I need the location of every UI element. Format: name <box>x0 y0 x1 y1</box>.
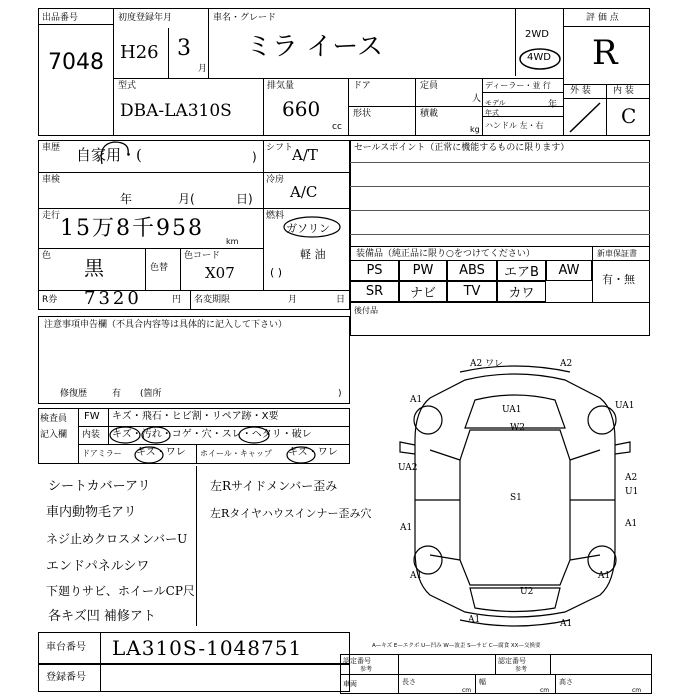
dealer-label: ディーラー・並 行 <box>485 81 551 90</box>
interior-label: 内 装 <box>613 86 634 96</box>
first-reg-label: 初度登録年月 <box>118 13 173 23</box>
first-reg-era: H26 <box>120 42 159 63</box>
repair-place: (箇所 <box>140 389 162 399</box>
new-car-warranty-value: 有・無 <box>602 273 635 286</box>
fuel-label: 燃料 <box>266 211 285 221</box>
color-change-label: 色替 <box>150 263 169 273</box>
inspection-month: 月( <box>178 192 195 206</box>
equipment-label: 装備品（純正品に限り○をつけてください） <box>356 249 535 259</box>
color-label: 色 <box>42 251 52 261</box>
door-label: ドア <box>353 81 371 91</box>
new-car-warranty-label: 新車保証書 <box>597 249 637 258</box>
equip-aw: AW <box>546 260 592 281</box>
shift-label: シフト <box>266 143 294 153</box>
fuel-gasoline: ガソリン <box>286 222 330 235</box>
type-label: 型式 <box>118 81 137 91</box>
dmg-mark-17: A1 <box>560 619 573 629</box>
recycle-value: 7320 <box>84 288 142 309</box>
dmg-mark-9: U1 <box>625 487 639 497</box>
model-name-label: 車名・グレード <box>213 13 277 23</box>
dmg-mark-13: A1 <box>410 571 423 581</box>
load-label: 積載 <box>420 109 439 119</box>
nameplate-day: 日 <box>336 295 346 305</box>
width-unit: cm <box>540 687 550 694</box>
aftermarket-label: 後付品 <box>354 306 378 315</box>
dmg-mark-11: A1 <box>400 523 413 533</box>
equip-airbag: エアB <box>497 260 546 281</box>
exterior-slash-mark <box>564 99 606 136</box>
equip-pw: PW <box>399 260 447 281</box>
dmg-mark-3: A1 <box>410 395 423 405</box>
mirror-label: ドアミラー <box>82 449 122 458</box>
height-label: 高さ <box>559 678 573 686</box>
shape-label: 形状 <box>353 109 372 119</box>
recycle-unit: 円 <box>172 295 182 305</box>
note-left-4: エンドパネルシワ <box>46 559 150 574</box>
exterior-label: 外 装 <box>570 86 591 96</box>
length-unit: cm <box>462 687 472 694</box>
dmg-mark-1: A2 ワレ <box>470 359 504 369</box>
cert-sub-2: 参考 <box>515 666 528 673</box>
dmg-mark-7: UA2 <box>398 463 418 473</box>
dmg-mark-4: UA1 <box>502 405 522 415</box>
reg-label: 登録番号 <box>46 672 86 683</box>
interior-cond-label: 内装 <box>82 430 101 440</box>
use-value: 自家用・( <box>76 146 142 164</box>
grade-label: 評 価 点 <box>586 13 619 23</box>
equip-tv: TV <box>447 281 497 302</box>
dmg-mark-10: S1 <box>510 493 522 503</box>
mileage-unit: km <box>226 237 239 246</box>
sales-point-label: セールスポイント（正常に機能するものに限ります） <box>354 143 570 153</box>
cert-label-2: 認定番号 <box>498 657 526 665</box>
dmg-mark-12: A1 <box>625 519 638 529</box>
inspector-label-2: 記入欄 <box>40 430 68 440</box>
width-label: 幅 <box>479 678 486 686</box>
dmg-mark-2: A2 <box>560 359 573 369</box>
wheel-items: キズ・ワレ <box>288 447 338 458</box>
dmg-mark-15: U2 <box>520 587 534 597</box>
chassis-label: 車台番号 <box>46 642 86 653</box>
drive-2wd: 2WD <box>525 29 549 40</box>
fuel-paren: ( ) <box>270 266 283 279</box>
handle-label: ハンドル 左・右 <box>485 121 544 130</box>
height-unit: cm <box>632 687 642 694</box>
color-code-value: X07 <box>205 264 235 282</box>
vehicle-label: 車両 <box>343 680 357 688</box>
inspection-label: 車検 <box>42 175 61 185</box>
cert-label-1: 認定番号 <box>343 657 371 665</box>
fuel-light-oil: 軽 油 <box>300 248 326 261</box>
grade-value: R <box>592 33 618 73</box>
recycle-label: R券 <box>42 295 58 305</box>
fuel-circle-mark <box>280 214 344 240</box>
interior-cond-items: キズ・汚れ・コゲ・穴・スレ・ヘタリ・破レ <box>112 429 312 440</box>
ac-label: 冷房 <box>266 175 285 185</box>
type-value: DBA-LA310S <box>120 101 232 121</box>
inspection-year: 年 <box>120 192 133 206</box>
displacement-unit: cc <box>332 122 342 132</box>
displacement-label: 排気量 <box>267 81 295 91</box>
note-right-1: 左Rサイドメンバー歪み <box>210 479 338 493</box>
dmg-mark-16: A1 <box>468 615 481 625</box>
fw-items: キズ・飛石・ヒビ割・リペア跡・X要 <box>112 411 279 422</box>
drive-4wd: 4WD <box>527 52 551 63</box>
first-reg-month-unit: 月 <box>198 64 208 74</box>
nameplate-label: 名変期限 <box>194 295 231 305</box>
mirror-wheel-circle-marks <box>132 444 332 466</box>
shift-value: A/T <box>292 146 318 164</box>
inspector-label-1: 検査員 <box>40 414 68 424</box>
note-left-2: 車内動物毛アリ <box>46 505 137 520</box>
lot-label: 出品番号 <box>42 13 79 23</box>
model-year-unit: 年 <box>548 100 558 110</box>
equip-abs: ABS <box>447 260 497 281</box>
car-damage-diagram <box>370 350 660 640</box>
inspection-day: 日) <box>236 192 253 206</box>
equip-leather: カワ <box>497 281 546 302</box>
color-code-label: 色コード <box>184 251 221 261</box>
repair-value: 有 <box>112 389 122 399</box>
notes-label: 注意事項申告欄（不具合内容等は具体的に記入して下さい） <box>44 320 288 330</box>
dmg-mark-8: A2 <box>625 473 638 483</box>
equip-ps: PS <box>350 260 399 281</box>
dmg-mark-5: W2 <box>510 423 525 433</box>
sales-point-block <box>350 140 650 336</box>
capacity-label: 定員 <box>420 81 439 91</box>
interior-value: C <box>621 104 637 128</box>
displacement-value: 660 <box>282 97 321 121</box>
note-left-6: 各キズ凹 補修アト <box>48 609 156 624</box>
lot-number: 7048 <box>48 50 104 75</box>
fw-label: FW <box>84 411 100 422</box>
dmg-mark-14: A1 <box>598 571 611 581</box>
use-label: 車歴 <box>42 143 61 153</box>
note-left-3: ネジ止めクロスメンバーU <box>46 532 188 546</box>
mileage-label: 走行 <box>42 211 61 221</box>
model-year-label: モデル年式 <box>485 99 506 117</box>
nameplate-month: 月 <box>288 295 298 305</box>
dmg-mark-6: UA1 <box>615 401 635 411</box>
equip-sr: SR <box>350 281 399 302</box>
first-reg-month: 3 <box>177 36 191 61</box>
damage-legend: A—キズ E—エクボ U—凹み W—波歪 S—サビ C—腐食 XX—交換要 <box>372 643 541 649</box>
equip-navi: ナビ <box>399 281 447 302</box>
length-label: 長さ <box>402 678 416 686</box>
mileage-value: 15万8千958 <box>60 216 204 241</box>
wheel-label: ホイール・キャップ <box>200 449 272 458</box>
load-unit: kg <box>470 125 480 134</box>
drive-circle-mark <box>516 44 564 74</box>
interior-circle-marks <box>108 424 288 446</box>
model-name: ミラ イース <box>246 32 383 62</box>
mirror-items: キズ・ワレ <box>136 447 186 458</box>
capacity-unit: 人 <box>472 94 482 104</box>
use-circle-mark <box>96 138 132 168</box>
ac-value: A/C <box>290 183 318 201</box>
use-close: ) <box>252 150 257 164</box>
cert-sub-1: 参考 <box>360 666 373 673</box>
color-value: 黒 <box>84 256 104 280</box>
note-left-5: 下廻りサビ、ホイールCP尺 <box>46 584 195 598</box>
repair-label: 修復歴 <box>60 389 88 399</box>
repair-close: ) <box>338 389 342 399</box>
note-left-1: シートカバーアリ <box>48 479 151 494</box>
note-right-2: 左Rタイヤハウスインナー歪み穴 <box>210 507 372 520</box>
chassis-number: LA310S-1048751 <box>112 636 303 660</box>
